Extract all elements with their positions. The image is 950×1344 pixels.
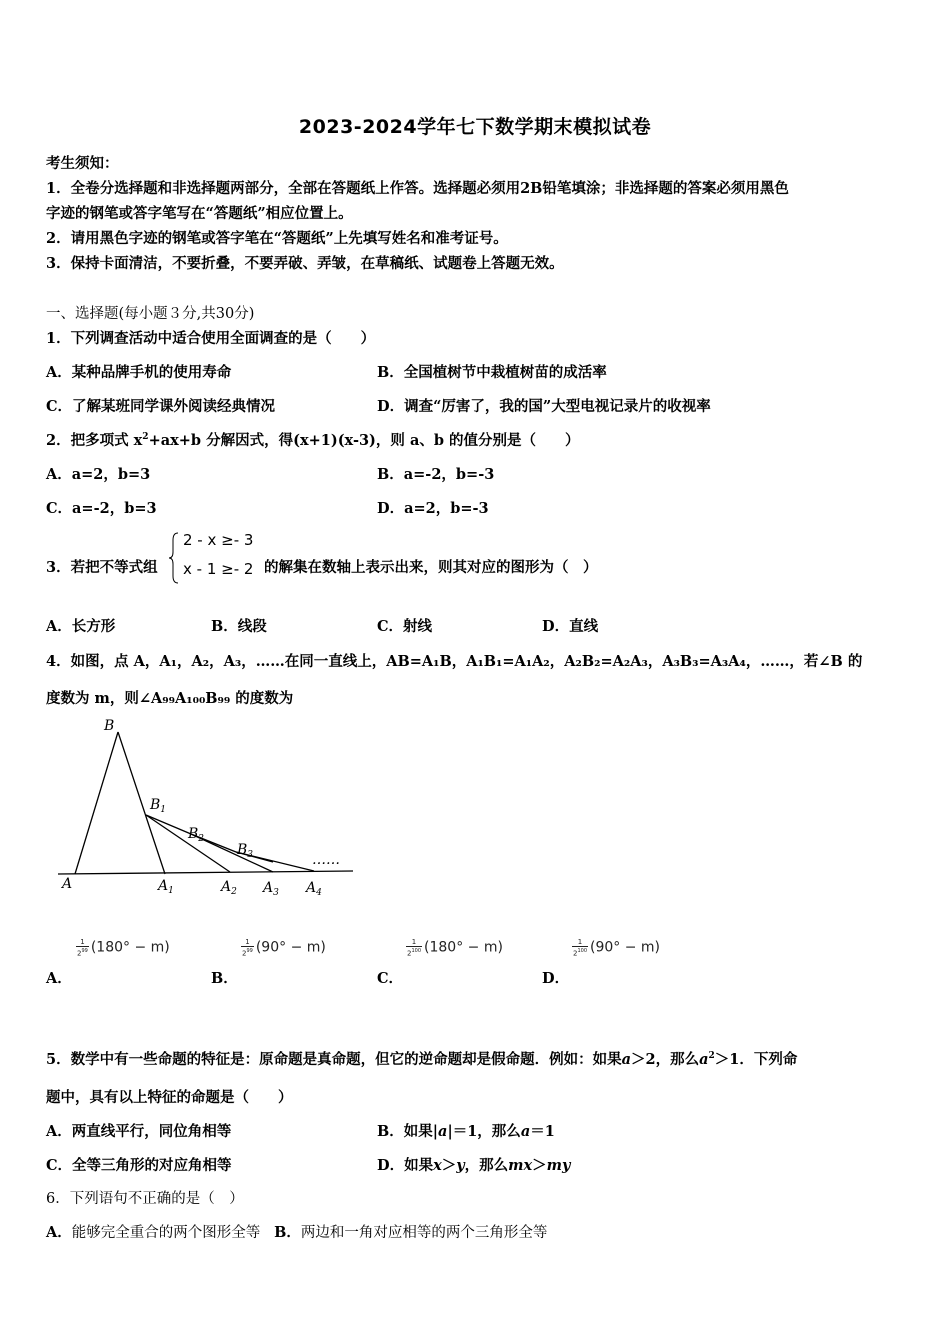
q5-option-d: D．如果x＞y，那么mx＞my (377, 1157, 571, 1174)
q2-stem (46, 429, 580, 450)
q2-stem-part-b: +ax+b 分解因式，得(x+1)(x-3)，则 a、b 的值分别是（ ） (148, 432, 580, 449)
notice-heading: 考生须知： (46, 155, 119, 172)
q4-option-d-letter: D． (542, 970, 570, 987)
q5-option-a: A．两直线平行，同位角相等 (46, 1123, 232, 1140)
label-dots: …… (312, 852, 340, 868)
q2-stem-sup: 2 (142, 432, 149, 443)
notice-item-3: 3．保持卡面清洁，不要折叠，不要弄破、弄皱，在草稿纸、试题卷上答题无效。 (46, 255, 564, 272)
segment-b1a2 (146, 815, 230, 872)
q4-option-b-formula: $\frac{1}{2^{99}}$ (90° − m) (242, 938, 326, 958)
q4-line-2: 度数为 m，则∠A₉₉A₁₀₀B₉₉ 的度数为 (46, 690, 294, 707)
label-a1: $A_1$ (158, 878, 174, 896)
base-line (58, 871, 353, 874)
q1-option-c: C．了解某班同学课外阅读经典情况 (46, 398, 276, 415)
label-a: A (62, 876, 73, 892)
notice-item-1a: 1．全卷分选择题和非选择题两部分，全部在答题纸上作答。选择题必须用2B铅笔填涂；非选择题的答案必须用黑色 (46, 180, 789, 197)
q4-option-d-formula: $\frac{1}{2^{100}}$ (90° − m) (573, 938, 661, 958)
label-b2: $B_2$ (188, 826, 205, 844)
q4-option-b-letter: B． (211, 970, 238, 987)
q5-line-2: 题中，具有以上特征的命题是（ ） (46, 1089, 293, 1106)
geometry-figure (58, 712, 358, 902)
label-b3: $B_3$ (237, 842, 254, 860)
brace-icon (168, 532, 180, 584)
q2-option-c: C．a=-2，b=3 (46, 500, 157, 517)
q6-option-a-text: 能够完全重合的两个图形全等 (71, 1225, 261, 1241)
q3-inequality-2: x - 1 ≥- 2 (183, 560, 254, 578)
label-a3: $A_3$ (263, 880, 279, 898)
notice-item-1b: 字迹的钢笔或答字笔写在“答题纸”相应位置上。 (46, 205, 353, 222)
q2-option-b: B．a=-2，b=-3 (377, 466, 495, 483)
notice-item-2: 2．请用黑色字迹的钢笔或答字笔在“答题纸”上先填写姓名和准考证号。 (46, 230, 508, 247)
q4-option-a-letter: A． (46, 970, 72, 987)
label-a4: $A_4$ (306, 880, 322, 898)
q6-option-b-text: 两边和一角对应相等的两个三角形全等 (300, 1225, 548, 1241)
q1-option-a: A．某种品牌手机的使用寿命 (46, 364, 232, 381)
label-b1: $B_1$ (150, 797, 167, 815)
q5-option-b: B．如果|a|＝1，那么a＝1 (377, 1123, 555, 1140)
q4-option-a-formula: $\frac{1}{2^{99}}$ (180° − m) (77, 938, 170, 958)
q3-option-d: D．直线 (542, 618, 599, 635)
q2-option-d: D．a=2，b=-3 (377, 500, 489, 517)
q6-stem: 6．下列语句不正确的是（ ） (46, 1191, 244, 1207)
q1-option-d: D．调查“厉害了，我的国”大型电视记录片的收视率 (377, 398, 711, 415)
q3-stem-b: 的解集在数轴上表示出来，则其对应的图形为（ ） (264, 559, 598, 576)
label-a2: $A_2$ (221, 879, 237, 897)
page-title: 2023-2024学年七下数学期末模拟试卷 (298, 116, 652, 138)
segment-ab (75, 732, 118, 874)
q3-option-a: A．长方形 (46, 618, 116, 635)
section-heading: 一、选择题(每小题３分,共30分) (46, 306, 255, 322)
q2-stem-part-a: 2．把多项式 x (46, 432, 143, 449)
q4-option-c-letter: C． (377, 970, 404, 987)
q5-line-1: 5．数学中有一些命题的特征是：原命题是真命题，但它的逆命题却是假命题．例如：如果a＞2，那么$a^2>1$．下列命 (46, 1051, 798, 1068)
q3-option-b: B．线段 (211, 618, 267, 635)
q3-inequality-1: 2 - x ≥- 3 (183, 531, 254, 549)
q6-options (46, 1221, 547, 1242)
q4-line-1: 4．如图，点 A，A₁，A₂，A₃，……在同一直线上，AB=A₁B，A₁B₁=A₁A₂，A₂B₂=A₂A₃，A₃B₃=A₃A₄，……，若∠B 的 (46, 653, 863, 670)
q3-stem-a: 3．若把不等式组 (46, 559, 158, 576)
q6-option-b-letter: B． (274, 1224, 301, 1241)
segment-b1b2 (146, 815, 191, 834)
q3-option-c: C．射线 (377, 618, 433, 635)
q1-stem: 1．下列调查活动中适合使用全面调查的是（ ） (46, 330, 376, 347)
q5-option-c: C．全等三角形的对应角相等 (46, 1157, 232, 1174)
label-b: B (104, 718, 115, 734)
q2-option-a: A．a=2，b=3 (46, 466, 151, 483)
q1-option-b: B．全国植树节中栽植树苗的成活率 (377, 364, 607, 381)
q6-option-a-letter: A． (46, 1224, 72, 1241)
q4-option-c-formula: $\frac{1}{2^{100}}$ (180° − m) (407, 938, 503, 958)
